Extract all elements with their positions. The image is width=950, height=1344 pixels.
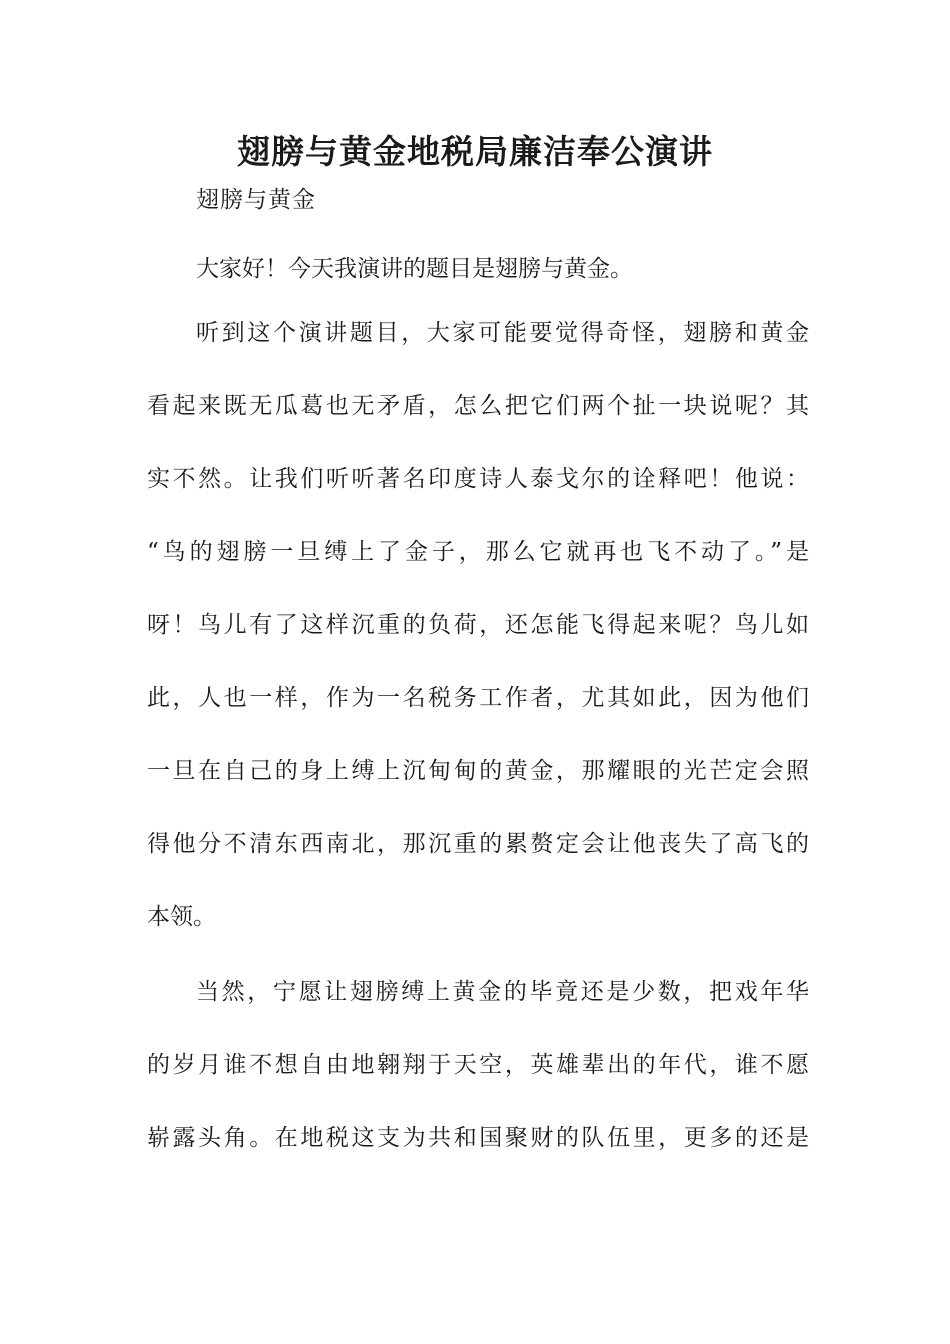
paragraph-3-line-1: 当然，宁愿让翅膀缚上黄金的毕竟还是少数，把戏年华: [196, 979, 809, 1005]
paragraph-3-line-2: 的岁月谁不想自由地翱翔于天空，英雄辈出的年代，谁不愿: [147, 1052, 809, 1078]
document-subtitle: 翅膀与黄金: [196, 187, 316, 213]
paragraph-2-line-9: 本领。: [147, 904, 216, 930]
paragraph-2-line-7: 一旦在自己的身上缚上沉甸甸的黄金，那耀眼的光芒定会照: [147, 758, 809, 784]
paragraph-2-line-5: 呀！鸟儿有了这样沉重的负荷，还怎能飞得起来呢？鸟儿如: [147, 612, 809, 638]
document-title: 翅膀与黄金地税局廉洁奉公演讲: [237, 132, 713, 171]
paragraph-2-line-4: “鸟的翅膀一旦缚上了金子，那么它就再也飞不动了。”是: [147, 539, 809, 565]
paragraph-2-line-2: 看起来既无瓜葛也无矛盾，怎么把它们两个扯一块说呢？其: [147, 393, 809, 419]
paragraph-1-line-1: 大家好！今天我演讲的题目是翅膀与黄金。: [196, 256, 633, 282]
paragraph-2-line-1: 听到这个演讲题目，大家可能要觉得奇怪，翅膀和黄金: [196, 320, 809, 346]
paragraph-2-line-8: 得他分不清东西南北，那沉重的累赘定会让他丧失了高飞的: [147, 831, 809, 857]
paragraph-2-line-6: 此，人也一样，作为一名税务工作者，尤其如此，因为他们: [147, 685, 809, 711]
paragraph-2-line-3: 实不然。让我们听听著名印度诗人泰戈尔的诠释吧！他说：: [147, 466, 809, 492]
paragraph-3-line-3: 崭露头角。在地税这支为共和国聚财的队伍里，更多的还是: [147, 1125, 809, 1151]
